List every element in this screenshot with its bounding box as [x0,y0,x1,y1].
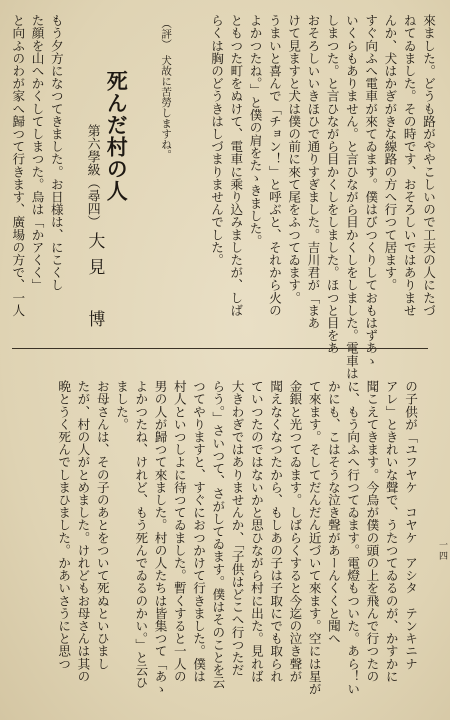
story-top-paragraph: 來ました。どうも路がややこしいので工夫の人にたづ ねてゐました。その時です、おそろしいではありませ んか、犬はかぎがきな線路の方へ行つて居ます。 すぐ向ふへ電車が來てゐます。僕はびつくりしておもはずあゝ いくらもありません。と言ひながら目かくしをしました。電車は しまつた。と言ひながら目かくしをしました。ほつと目をあ おそろしいいきほひで通りすぎました。吉川君が「まあ けて見ますと犬は僕の前に來て尾をふつてゐます。 うまいと喜んで「チョン！」と呼ぶと、それから火の よかつたね。」と僕の肩をたゝきました。 ともつた町をぬけて、電車に乘り込みましたが、しば らくは胸のどうきはしづまりませんでした。 [209,14,436,380]
story-continued-paragraph: の子供が「ユフヤケ コヤケ アシタ テンキニナ アレ」ときれいな聲で、うたつてゐるのが、かすかに 聞こえてきます。今烏が僕の頭の上を飛んで行つたの に、もう向ふへ行つてゐます。電燈もついた。あら！い かにも、こはそうな泣き聲があーんくくと聞へ て來ます。そしてだんだん近づいて來ます。空には星が 金銀と光つてゐます。しばらくすると今迄の泣き聲が 聞えなくなつたから、もしあの子は子取にでも取られ ていつたのではないかと思ひながら村に出た。見れば 大きわぎではありませんか、「子供はどこへ行つただ らう。」さいつて、さがしてゐます。僕はそのことを云 つてやりますと、すぐにおつかけて行きました。僕は 村人といつしよに待つてゐました。暫くすると一人の 男の人が歸つて來ました。村の人たちは皆集つて「あゝ よかつたね、けれど、もう死んでゐるのかい。」と云ひ ました。 お母さんは、その子のあとをついて死ぬといひまし たが、村の人がとめました。けれどもお母さんは其の 晩とうく死んでしまひました。かあいさうにと思つ [56,380,418,695]
page-number: 一四 [437,540,447,562]
story-title: 死んだ村の人 [104,70,130,202]
section-divider [12,348,428,349]
author-name: 大見 博 [84,232,105,336]
teacher-comment: （評） 犬故に苦勞しますね。 [160,18,173,160]
author-grade: 第六學級（尋四） [84,124,100,228]
story-opening-paragraph: もう夕方になつてきました。お日様は、にこくし た顔を山へかくしてしまつた。烏は「かアくく」 と向ふのわが家へ歸つて行きます、廣場の方で、一人 [10,14,64,317]
